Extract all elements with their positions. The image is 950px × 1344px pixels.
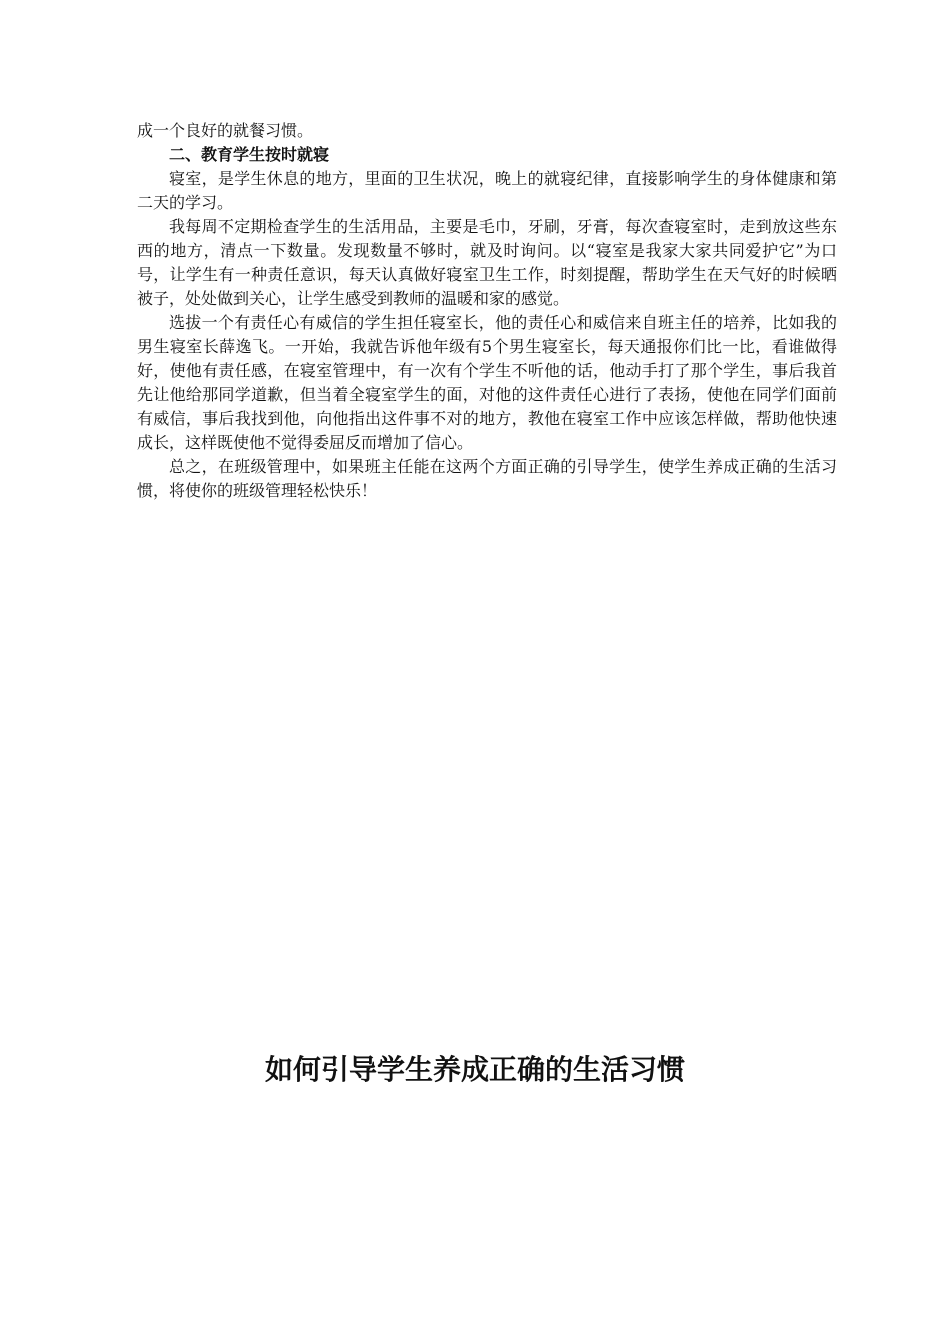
document-body bbox=[137, 119, 837, 503]
paragraph-continued: 成一个良好的就餐习惯。 bbox=[137, 121, 314, 140]
paragraph-conclusion: 总之，在班级管理中，如果班主任能在这两个方面正确的引导学生，使学生养成正确的生活习惯，将使你的班级管理轻松快乐！ bbox=[137, 457, 837, 500]
paragraph-weekly-check: 我每周不定期检查学生的生活用品，主要是毛巾，牙刷，牙膏，每次查寝室时，走到放这些东西的地方，清点一下数量。发现数量不够时，就及时询问。以“寝室是我家大家共同爱护它”为口号，让学生有一种责任意识，每天认真做好寝室卫生工作，时刻提醒，帮助学生在天气好的时候晒被子，处处做到关心，让学生感受到教师的温暖和家的感觉。 bbox=[137, 217, 837, 308]
document-title: 如何引导学生养成正确的生活习惯 bbox=[264, 1053, 685, 1086]
paragraph-dorm-leader: 选拔一个有责任心有威信的学生担任寝室长，他的责任心和威信来自班主任的培养，比如我的男生寝室长薛逸飞。一开始，我就告诉他年级有5个男生寝室长，每天通报你们比一比，看谁做得好，使他有责任感，在寝室管理中，有一次有个学生不听他的话，他动手打了那个学生，事后我首先让他给那同学道歉，但当着全寝室学生的面，对他的这件责任心进行了表扬，使他在同学们面前有威信，事后我找到他，向他指出这件事不对的地方，教他在寝室工作中应该怎样做，帮助他快速成长，这样既使他不觉得委屈反而增加了信心。 bbox=[137, 313, 837, 452]
section-heading: 二、教育学生按时就寝 bbox=[169, 145, 330, 164]
paragraph-dormitory-intro: 寝室，是学生休息的地方，里面的卫生状况，晚上的就寝纪律，直接影响学生的身体健康和第二天的学习。 bbox=[137, 169, 837, 212]
